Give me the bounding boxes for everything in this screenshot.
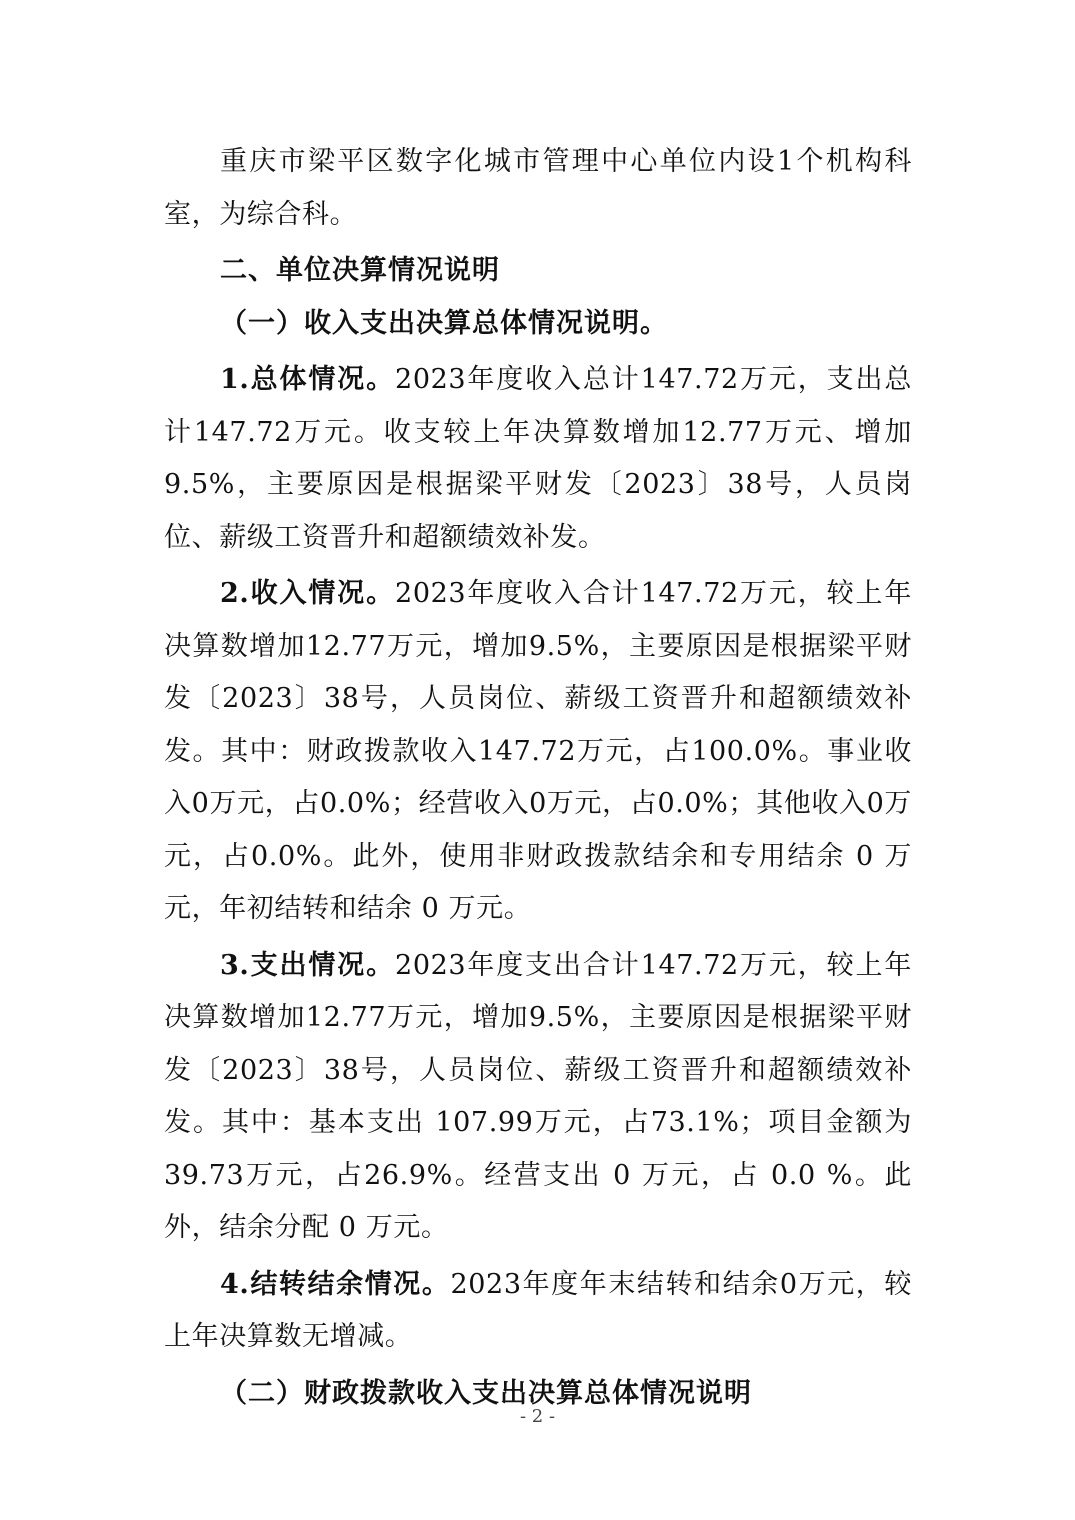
paragraph-income <box>164 568 912 936</box>
intro-paragraph: 重庆市梁平区数字化城市管理中心单位内设1个机构科室，为综合科。 <box>164 146 912 230</box>
paragraph-lead: 3.支出情况。 <box>220 949 396 981</box>
page-number: - 2 - <box>519 1406 556 1427</box>
paragraph-body: 2023年度支出合计147.72万元，较上年决算数增加12.77万元，增加9.5%，主要原因是根据梁平财发〔2023〕38号，人员岗位、薪级工资晋升和超额绩效补发。其中：基本支出 107.99万元，占73.1%；项目金额为39.73万元，占26.9%。经营支出 0 万元，占 0.0 %。此外，结余分配 0 万元。 <box>164 949 913 1243</box>
paragraph-carryover <box>164 1259 912 1364</box>
paragraph-body: 2023年度收入合计147.72万元，较上年决算数增加12.77万元，增加9.5%，主要原因是根据梁平财发〔2023〕38号，人员岗位、薪级工资晋升和超额绩效补发。其中：财政拨款收入147.72万元，占100.0%。事业收入0万元，占0.0%；经营收入0万元，占0.0%；其他收入0万元，占0.0%。此外，使用非财政拨款结余和专用结余 0 万元，年初结转和结余 0 万元。 <box>164 578 913 924</box>
paragraph-overall <box>164 354 912 564</box>
paragraph-lead: 1.总体情况。 <box>220 364 396 395</box>
paragraph-lead: 2.收入情况。 <box>220 578 396 609</box>
paragraph-body: 2023年度年末结转和结余0万元，较上年决算数无增减。 <box>164 1268 912 1352</box>
subsection-1-heading: （一）收入支出决算总体情况说明。 <box>220 307 668 339</box>
section-heading: 二、单位决算情况说明 <box>220 255 500 286</box>
paragraph-body: 2023年度收入总计147.72万元，支出总计147.72万元。收支较上年决算数增加12.77万元、增加9.5%，主要原因是根据梁平财发〔2023〕38号，人员岗位、薪级工资晋升和超额绩效补发。 <box>164 364 913 553</box>
paragraph-lead: 4.结转结余情况。 <box>220 1268 451 1300</box>
subsection-2-heading: （二）财政拨款收入支出决算总体情况说明 <box>220 1377 752 1409</box>
paragraph-expenditure <box>164 940 912 1255</box>
document-body <box>164 136 912 1420</box>
